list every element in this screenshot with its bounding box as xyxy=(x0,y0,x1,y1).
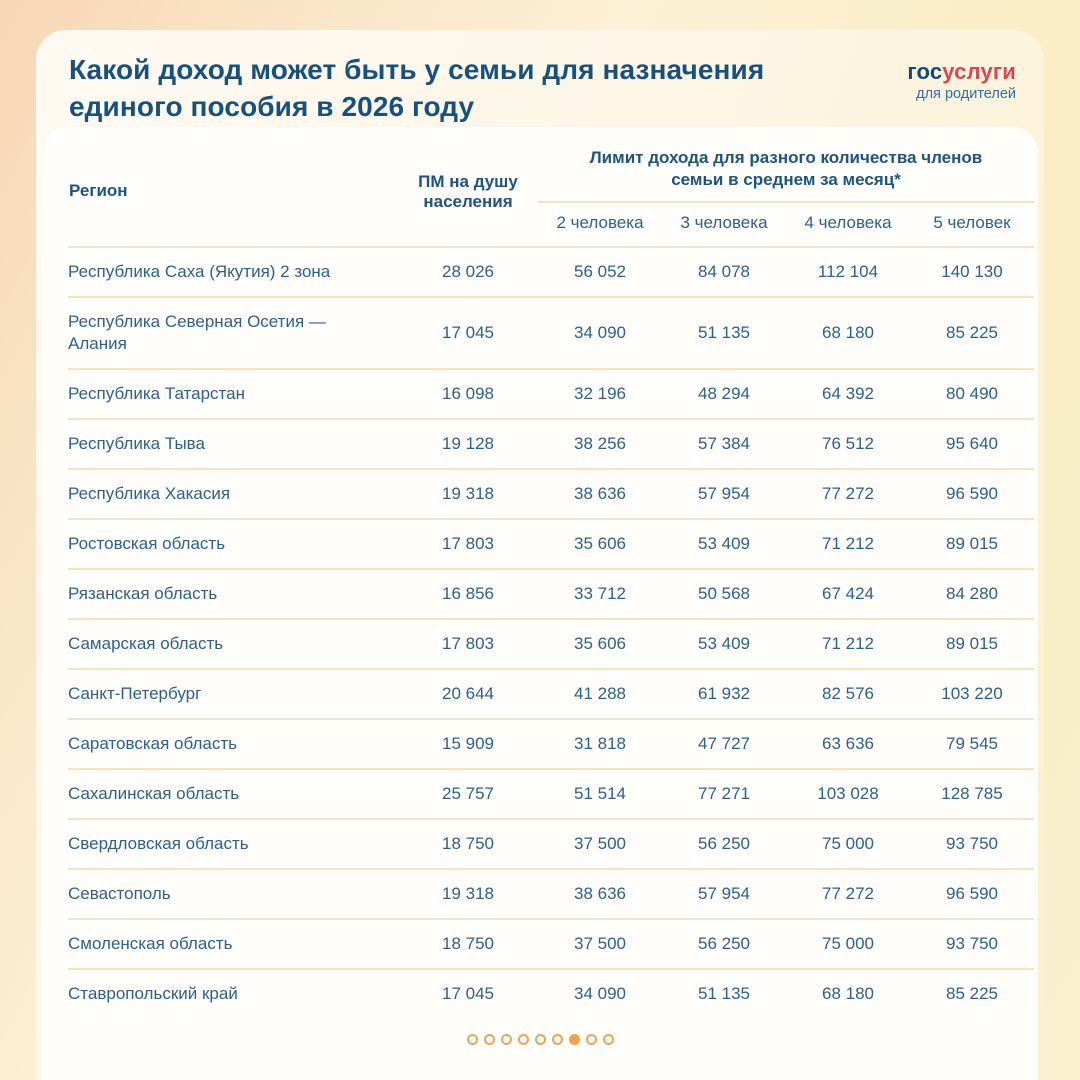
pagination-dot[interactable] xyxy=(484,1034,495,1045)
limit-value-cell: 140 130 xyxy=(941,262,1003,281)
limit-value-cell: 57 384 xyxy=(698,434,750,453)
table-row xyxy=(68,369,1034,419)
limit-value-cell: 57 954 xyxy=(698,884,750,903)
table-row xyxy=(68,669,1034,719)
limit-value-cell: 112 104 xyxy=(817,262,879,281)
region-cell: Самарская область xyxy=(68,634,224,653)
region-cell: Республика Северная Осетия — Алания xyxy=(68,312,326,353)
limit-value-cell: 37 500 xyxy=(574,934,626,953)
limit-value-cell: 35 606 xyxy=(574,634,626,653)
limit-value-cell: 35 606 xyxy=(574,534,626,553)
limit-value-cell: 96 590 xyxy=(946,484,998,503)
pm-value-cell: 17 803 xyxy=(442,534,494,553)
limit-value-cell: 41 288 xyxy=(574,684,626,703)
column-subheader-persons: 2 человека xyxy=(556,213,644,232)
pm-value-cell: 16 856 xyxy=(442,584,494,603)
card-header xyxy=(36,30,1044,125)
limit-value-cell: 128 785 xyxy=(941,784,1003,803)
pm-value-cell: 16 098 xyxy=(442,384,494,403)
carousel-pagination xyxy=(42,1034,1038,1045)
limit-value-cell: 89 015 xyxy=(946,634,998,653)
limit-value-cell: 56 052 xyxy=(574,262,626,281)
limit-value-cell: 77 272 xyxy=(822,484,874,503)
logo-uslugi-part: услуги xyxy=(942,59,1016,84)
limit-value-cell: 89 015 xyxy=(946,534,998,553)
pagination-dot[interactable] xyxy=(586,1034,597,1045)
limit-value-cell: 95 640 xyxy=(946,434,998,453)
limit-value-cell: 56 250 xyxy=(698,934,750,953)
pm-value-cell: 20 644 xyxy=(442,684,494,703)
pagination-dot[interactable] xyxy=(552,1034,563,1045)
limit-value-cell: 31 818 xyxy=(574,734,626,753)
table-row xyxy=(68,869,1034,919)
region-cell: Республика Татарстан xyxy=(68,384,245,403)
column-subheader-persons: 5 человек xyxy=(933,213,1011,232)
pagination-dot[interactable] xyxy=(467,1034,478,1045)
region-cell: Рязанская область xyxy=(68,584,218,603)
table-panel xyxy=(42,127,1038,1080)
pm-value-cell: 28 026 xyxy=(442,262,494,281)
table-row xyxy=(68,769,1034,819)
pm-value-cell: 15 909 xyxy=(442,734,494,753)
limit-value-cell: 38 636 xyxy=(574,884,626,903)
pagination-dot[interactable] xyxy=(518,1034,529,1045)
pagination-dot-active[interactable] xyxy=(569,1034,580,1045)
page-title: Какой доход может быть у семьи для назначения единого пособия в 2026 году xyxy=(69,54,765,122)
limit-value-cell: 84 078 xyxy=(698,262,750,281)
pagination-dot[interactable] xyxy=(603,1034,614,1045)
pm-value-cell: 25 757 xyxy=(442,784,494,803)
column-group-header-limit xyxy=(538,127,1034,202)
pm-value-cell: 19 318 xyxy=(442,484,494,503)
table-header-row xyxy=(68,127,1034,202)
limit-value-cell: 57 954 xyxy=(698,484,750,503)
pm-value-cell: 17 803 xyxy=(442,634,494,653)
limit-value-cell: 64 392 xyxy=(822,384,874,403)
limit-value-cell: 47 727 xyxy=(698,734,750,753)
region-cell: Республика Хакасия xyxy=(68,484,231,503)
table-row xyxy=(68,819,1034,869)
limit-value-cell: 51 135 xyxy=(698,323,750,342)
limit-value-cell: 34 090 xyxy=(574,323,626,342)
table-row xyxy=(68,919,1034,969)
region-cell: Свердловская область xyxy=(68,834,249,853)
pm-value-cell: 19 128 xyxy=(442,434,494,453)
limit-value-cell: 93 750 xyxy=(946,934,998,953)
pm-value-cell: 18 750 xyxy=(442,834,494,853)
limit-value-cell: 85 225 xyxy=(946,984,998,1003)
limit-value-cell: 77 271 xyxy=(698,784,750,803)
region-cell: Севастополь xyxy=(68,884,171,903)
limit-value-cell: 50 568 xyxy=(698,584,750,603)
limit-value-cell: 32 196 xyxy=(574,384,626,403)
pm-value-cell: 18 750 xyxy=(442,934,494,953)
table-row xyxy=(68,719,1034,769)
income-limits-table xyxy=(68,127,1034,1018)
gosuslugi-logo xyxy=(907,51,1016,102)
limit-value-cell: 48 294 xyxy=(698,384,750,403)
region-cell: Саратовская область xyxy=(68,734,237,753)
column-header-pm: ПМ на душу населения xyxy=(418,171,518,211)
limit-value-cell: 51 135 xyxy=(698,984,750,1003)
limit-value-cell: 71 212 xyxy=(822,634,874,653)
limit-value-cell: 79 545 xyxy=(946,734,998,753)
pm-value-cell: 19 318 xyxy=(442,884,494,903)
limit-value-cell: 82 576 xyxy=(822,684,874,703)
limit-value-cell: 68 180 xyxy=(822,323,874,342)
table-row xyxy=(68,247,1034,297)
table-row xyxy=(68,969,1034,1018)
limit-value-cell: 68 180 xyxy=(822,984,874,1003)
table-row xyxy=(68,297,1034,369)
limit-value-cell: 67 424 xyxy=(822,584,874,603)
column-header-region: Регион xyxy=(69,181,128,200)
limit-value-cell: 71 212 xyxy=(822,534,874,553)
limit-value-cell: 53 409 xyxy=(698,634,750,653)
limit-value-cell: 61 932 xyxy=(698,684,750,703)
limit-value-cell: 93 750 xyxy=(946,834,998,853)
column-group-header-text: Лимит дохода для разного количества членов семьи в среднем за месяц* xyxy=(589,148,983,189)
logo-gos-part: гос xyxy=(907,59,943,84)
limit-value-cell: 77 272 xyxy=(822,884,874,903)
region-cell: Республика Тыва xyxy=(68,434,205,453)
limit-value-cell: 38 636 xyxy=(574,484,626,503)
infographic-card xyxy=(36,30,1044,1080)
region-cell: Республика Саха (Якутия) 2 зона xyxy=(68,262,331,281)
limit-value-cell: 33 712 xyxy=(574,584,626,603)
limit-value-cell: 96 590 xyxy=(946,884,998,903)
table-row xyxy=(68,619,1034,669)
limit-value-cell: 103 220 xyxy=(941,684,1003,703)
limit-value-cell: 85 225 xyxy=(946,323,998,342)
table-row xyxy=(68,469,1034,519)
logo-subtitle: для родителей xyxy=(916,86,1016,102)
pm-value-cell: 17 045 xyxy=(442,984,494,1003)
region-cell: Смоленская область xyxy=(68,934,233,953)
pagination-dot[interactable] xyxy=(535,1034,546,1045)
pagination-dot[interactable] xyxy=(501,1034,512,1045)
limit-value-cell: 75 000 xyxy=(822,834,874,853)
region-cell: Сахалинская область xyxy=(68,784,240,803)
table-row xyxy=(68,569,1034,619)
limit-value-cell: 51 514 xyxy=(574,784,626,803)
limit-value-cell: 63 636 xyxy=(822,734,874,753)
region-cell: Ставропольский край xyxy=(68,984,238,1003)
table-row xyxy=(68,519,1034,569)
region-cell: Санкт-Петербург xyxy=(68,684,202,703)
limit-value-cell: 80 490 xyxy=(946,384,998,403)
limit-value-cell: 56 250 xyxy=(698,834,750,853)
limit-value-cell: 84 280 xyxy=(946,584,998,603)
gosuslugi-logo-wordmark xyxy=(907,61,1016,83)
limit-value-cell: 53 409 xyxy=(698,534,750,553)
limit-value-cell: 103 028 xyxy=(817,784,879,803)
limit-value-cell: 76 512 xyxy=(822,434,874,453)
limit-value-cell: 38 256 xyxy=(574,434,626,453)
region-cell: Ростовская область xyxy=(68,534,226,553)
limit-value-cell: 34 090 xyxy=(574,984,626,1003)
column-subheader-persons: 3 человека xyxy=(680,213,768,232)
column-subheader-persons: 4 человека xyxy=(804,213,892,232)
limit-value-cell: 75 000 xyxy=(822,934,874,953)
table-row xyxy=(68,419,1034,469)
limit-value-cell: 37 500 xyxy=(574,834,626,853)
pm-value-cell: 17 045 xyxy=(442,323,494,342)
